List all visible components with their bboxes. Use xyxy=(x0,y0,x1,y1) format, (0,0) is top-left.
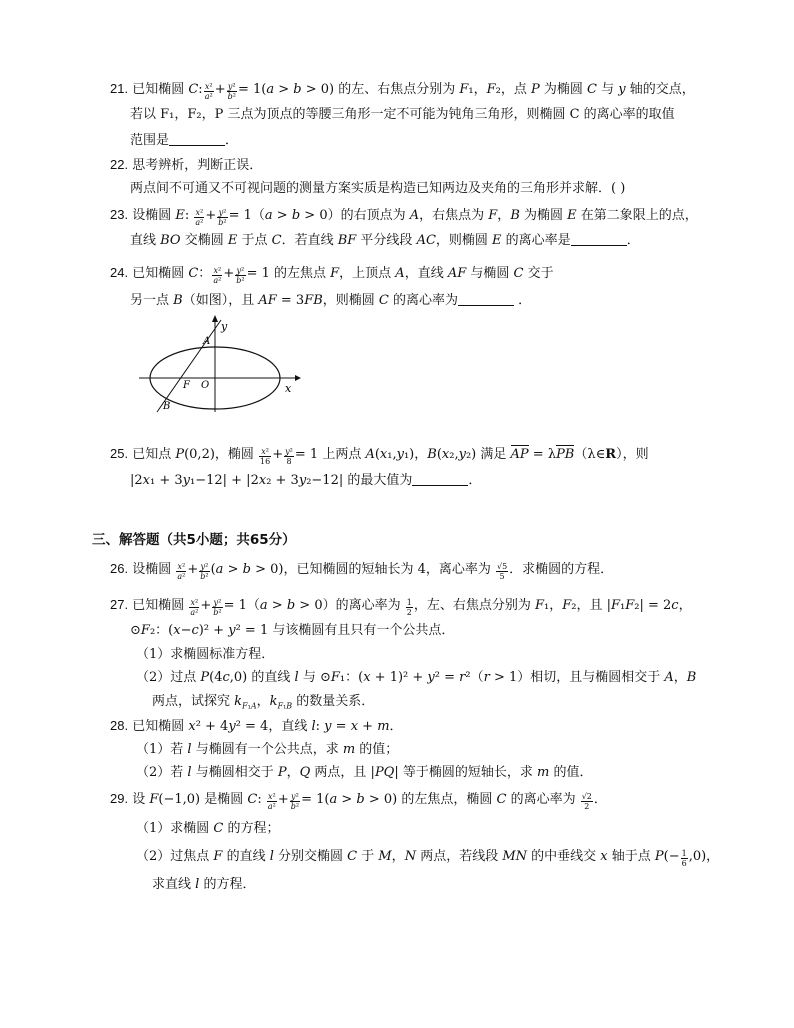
problem-28-part-2: （2）若 l 与椭圆相交于 P，Q 两点，且 |PQ| 等于椭圆的短轴长，求 m 的值． xyxy=(136,765,593,780)
problem-22-line-1: 22. 思考辨析，判断正误． xyxy=(110,157,263,173)
label-b: B xyxy=(163,401,171,412)
y-axis-arrow xyxy=(212,315,218,322)
problem-27-part-2-line-2: 两点，试探究 $k_{F_1A}$，$k_{F_1B}$ 的数量关系． xyxy=(152,694,375,711)
problem-28-line-1: 28. 已知椭圆 x² + 4y² = 4，直线 l: y = x + m． xyxy=(110,718,403,734)
problem-29-part-2-line-1: （2）过焦点 F 的直线 l 分别交椭圆 C 于 M，N 两点，若线段 MN 的中垂线交 x 轴于点 P(− $\frac{1}{6}$ ,0)， xyxy=(136,849,720,868)
label-x: x xyxy=(285,382,292,395)
label-o: O xyxy=(201,380,210,391)
problem-21-line-3: 范围是 ． xyxy=(130,133,239,148)
problem-23-line-1: 23. 设椭圆 E: $\frac{\text{x²}}{\text{a²}}$ + $\frac{\text{y²}}{\text{b²}}$ = 1（a > b > 0）的右顶点为 A，右焦点为 F，B 为椭圆 E 在第二象限上的点， xyxy=(110,207,698,227)
problem-24-line-1: 24. 已知椭圆 C： $\frac{\text{x²}}{\text{a²}}$ + $\frac{\text{y²}}{\text{b²}}$ = 1 的左焦点 F，上顶点 A，直线 AF 与椭圆 C 交于 xyxy=(110,265,554,285)
problem-29-line-1: 29. 设 F(−1,0) 是椭圆 C: $\frac{\text{x²}}{\text{a²}}$ + $\frac{\text{y²}}{\text{b²}}$ = 1(a > b > 0) 的左焦点，椭圆 C 的离心率为 $\frac{√2}{2}$ ． xyxy=(110,791,607,811)
problem-27-line-1: 27. 已知椭圆 $\frac{\text{x²}}{\text{a²}}$ + $\frac{\text{y²}}{\text{b²}}$ = 1（a > b > 0）的离心率为 $\frac{1}{2}$ ，左、右焦点分别为 F₁，F₂，且 |F₁F₂| = 2c， xyxy=(110,597,692,617)
problem-22-line-2: 两点间不可通又不可视问题的测量方案实质是构造已知两边及夹角的三角形并求解．( ) xyxy=(130,181,626,196)
problem-23-line-2: 直线 BO 交椭圆 E 于点 C．若直线 BF 平分线段 AC，则椭圆 E 的离心率是 ． xyxy=(130,233,640,248)
problem-27-line-2: ⊙F₂：(x−c)² + y² = 1 与该椭圆有且只有一个公共点． xyxy=(130,623,455,638)
problem-27-part-1: （1）求椭圆标准方程． xyxy=(136,647,275,662)
ellipse-figure xyxy=(135,312,305,416)
problem-21-line-1: 21. 已知椭圆 C: $\frac{\text{x²}}{\text{a²}}$ + $\frac{\text{y²}}{\text{b²}}$ = 1(a > b > 0) 的左、右焦点分别为 F₁，F₂，点 P 为椭圆 C 与 y 轴的交点， xyxy=(110,81,695,101)
problem-24-line-2: 另一点 B（如图），且 AF = 3FB，则椭圆 C 的离心率为 ． xyxy=(130,293,532,308)
problem-25-line-2: |2x₁ + 3y₁−12| + |2x₂ + 3y₂−12| 的最大值为 ． xyxy=(130,473,482,488)
x-axis-arrow xyxy=(295,375,301,381)
label-a: A xyxy=(203,336,211,347)
problem-28-part-1: （1）若 l 与椭圆有一个公共点，求 m 的值； xyxy=(136,742,399,757)
problem-27-part-2-line-1: （2）过点 P(4c,0) 的直线 l 与 ⊙F₁：(x + 1)² + y² = r²（r > 1）相切，且与椭圆相交于 A，B xyxy=(136,670,697,685)
label-f: F xyxy=(183,380,190,391)
problem-29-part-2-line-2: 求直线 l 的方程． xyxy=(152,877,256,892)
problem-21-line-2: 若以 F₁，F₂，P 三点为顶点的等腰三角形一定不可能为钝角三角形，则椭圆 C 的离心率的取值 xyxy=(130,107,675,122)
problem-29-part-1: （1）求椭圆 C 的方程； xyxy=(136,821,280,836)
section-heading: 三、解答题（共5小题；共65分） xyxy=(92,532,296,548)
line-af xyxy=(157,320,221,412)
label-y: y xyxy=(221,320,228,333)
problem-25-line-1: 25. 已知点 P(0,2)，椭圆 $\frac{\text{x²}}{16}$ + $\frac{\text{y²}}{8}$ = 1 上两点 A(x₁,y₁)，B(x₂,y₂) 满足 AP = λPB（λ∈R），则 xyxy=(110,446,649,466)
problem-26-line-1: 26. 设椭圆 $\frac{\text{x²}}{\text{a²}}$ + $\frac{\text{y²}}{\text{b²}}$ (a > b > 0)，已知椭圆的短轴长为 4，离心率为 $\frac{√5}{5}$ ．求椭圆的方程． xyxy=(110,561,614,581)
